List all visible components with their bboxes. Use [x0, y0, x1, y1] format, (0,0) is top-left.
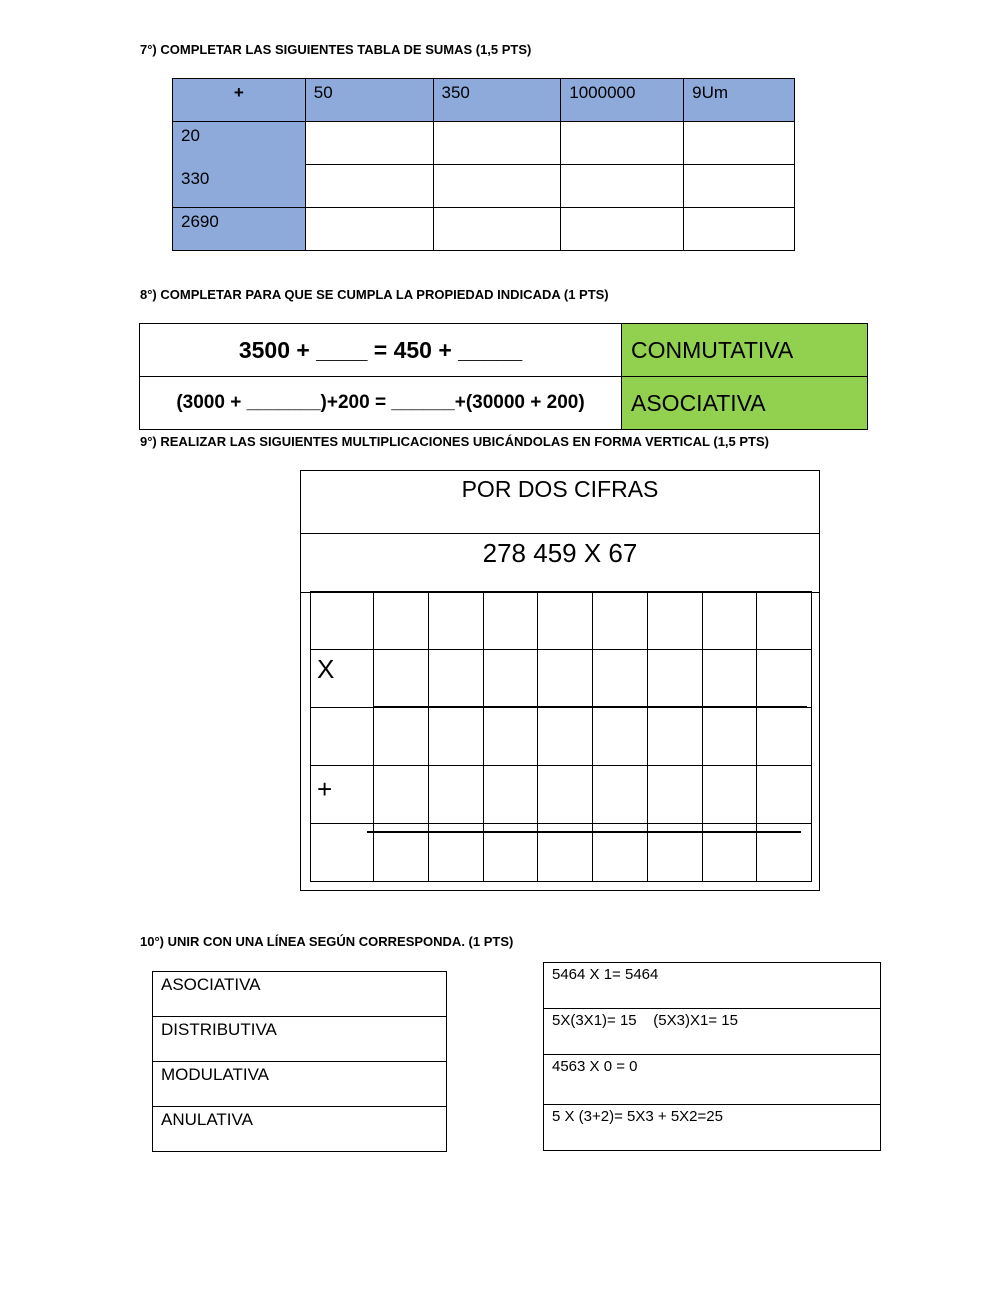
list-item	[544, 963, 881, 1009]
property-name[interactable]: ASOCIATIVA	[153, 972, 447, 1017]
table-row	[140, 377, 868, 430]
grid-cell[interactable]	[374, 592, 429, 650]
q9-title: 9°) REALIZAR LAS SIGUIENTES MULTIPLICACIONES UBICÁNDOLAS EN FORMA VERTICAL (1,5 PTS)	[140, 434, 769, 449]
column-header: 9Um	[684, 79, 795, 122]
property-label: CONMUTATIVA	[622, 324, 868, 377]
list-item	[153, 972, 447, 1017]
property-name[interactable]: DISTRIBUTIVA	[153, 1017, 447, 1062]
multiplication-heading: POR DOS CIFRAS	[301, 471, 819, 534]
example-expression[interactable]: 4563 X 0 = 0	[544, 1055, 881, 1105]
list-item	[153, 1107, 447, 1152]
list-item	[544, 1055, 881, 1105]
grid-cell[interactable]	[757, 766, 812, 824]
sum-underline	[367, 831, 801, 833]
grid-row	[311, 650, 812, 708]
list-item	[153, 1017, 447, 1062]
grid-cell[interactable]	[483, 650, 538, 708]
grid-cell[interactable]	[311, 708, 374, 766]
grid-cell[interactable]	[647, 766, 702, 824]
grid-cell[interactable]	[483, 592, 538, 650]
grid-cell[interactable]	[538, 766, 593, 824]
grid-cell[interactable]	[538, 650, 593, 708]
answer-cell[interactable]	[561, 208, 684, 251]
grid-cell[interactable]	[702, 708, 757, 766]
row-header: 2690	[173, 208, 306, 251]
q10-title: 10°) UNIR CON UNA LÍNEA SEGÚN CORRESPONDA. (1 PTS)	[140, 934, 514, 949]
property-name[interactable]: MODULATIVA	[153, 1062, 447, 1107]
grid-row	[311, 708, 812, 766]
answer-cell[interactable]	[433, 165, 561, 208]
properties-list	[152, 971, 447, 1152]
table-row	[173, 165, 795, 208]
grid-cell[interactable]	[593, 766, 648, 824]
grid-cell[interactable]	[647, 592, 702, 650]
grid-cell[interactable]	[483, 766, 538, 824]
grid-cell[interactable]	[702, 766, 757, 824]
list-item	[544, 1009, 881, 1055]
row-header: 20	[173, 122, 306, 165]
answer-cell[interactable]	[561, 122, 684, 165]
column-header: 50	[305, 79, 433, 122]
q8-title: 8°) COMPLETAR PARA QUE SE CUMPLA LA PROPIEDAD INDICADA (1 PTS)	[140, 287, 609, 302]
answer-cell[interactable]	[305, 208, 433, 251]
grid-cell[interactable]	[757, 592, 812, 650]
grid-cell[interactable]	[311, 824, 374, 882]
grid-cell[interactable]	[538, 708, 593, 766]
column-header: 350	[433, 79, 561, 122]
column-header: 1000000	[561, 79, 684, 122]
grid-cell[interactable]	[311, 592, 374, 650]
grid-cell[interactable]	[483, 708, 538, 766]
grid-cell[interactable]	[702, 650, 757, 708]
grid-cell[interactable]	[757, 708, 812, 766]
multiply-symbol: X	[311, 650, 374, 708]
example-expression[interactable]: 5464 X 1= 5464	[544, 963, 881, 1009]
q7-title: 7°) COMPLETAR LAS SIGUIENTES TABLA DE SUMAS (1,5 PTS)	[140, 42, 532, 57]
table-row	[140, 324, 868, 377]
row-header: 330	[173, 165, 306, 208]
grid-cell[interactable]	[757, 650, 812, 708]
corner-cell: +	[173, 79, 306, 122]
multiplication-box	[300, 470, 820, 891]
table-row	[173, 122, 795, 165]
grid-row	[311, 766, 812, 824]
associative-equation[interactable]: (3000 + _______)+200 = ______+(30000 + 200)	[140, 377, 622, 430]
property-table	[139, 323, 868, 430]
commutative-equation[interactable]: 3500 + ____ = 450 + _____	[140, 324, 622, 377]
answer-cell[interactable]	[433, 208, 561, 251]
grid-cell[interactable]	[428, 708, 483, 766]
multiplication-operation: 278 459 X 67	[301, 533, 819, 593]
grid-cell[interactable]	[428, 592, 483, 650]
answer-cell[interactable]	[684, 122, 795, 165]
grid-cell[interactable]	[593, 650, 648, 708]
grid-cell[interactable]	[374, 708, 429, 766]
grid-cell[interactable]	[702, 592, 757, 650]
grid-cell[interactable]	[538, 592, 593, 650]
grid-row	[311, 592, 812, 650]
answer-cell[interactable]	[684, 208, 795, 251]
grid-cell[interactable]	[374, 766, 429, 824]
grid-cell[interactable]	[647, 708, 702, 766]
multiplication-grid	[310, 591, 812, 882]
grid-cell[interactable]	[593, 708, 648, 766]
examples-list	[543, 962, 881, 1151]
grid-cell[interactable]	[593, 592, 648, 650]
answer-cell[interactable]	[684, 165, 795, 208]
list-item	[544, 1105, 881, 1151]
answer-cell[interactable]	[305, 165, 433, 208]
grid-cell[interactable]	[428, 650, 483, 708]
answer-cell[interactable]	[433, 122, 561, 165]
grid-cell[interactable]	[374, 650, 429, 708]
table-header-row	[173, 79, 795, 122]
table-row	[173, 208, 795, 251]
answer-cell[interactable]	[561, 165, 684, 208]
property-label: ASOCIATIVA	[622, 377, 868, 430]
grid-cell[interactable]	[647, 650, 702, 708]
add-symbol: +	[311, 766, 374, 824]
example-expression[interactable]: 5X(3X1)= 15 (5X3)X1= 15	[544, 1009, 881, 1055]
list-item	[153, 1062, 447, 1107]
example-expression[interactable]: 5 X (3+2)= 5X3 + 5X2=25	[544, 1105, 881, 1151]
grid-cell[interactable]	[428, 766, 483, 824]
sum-table	[172, 78, 795, 251]
property-name[interactable]: ANULATIVA	[153, 1107, 447, 1152]
answer-cell[interactable]	[305, 122, 433, 165]
product-underline	[373, 706, 807, 708]
